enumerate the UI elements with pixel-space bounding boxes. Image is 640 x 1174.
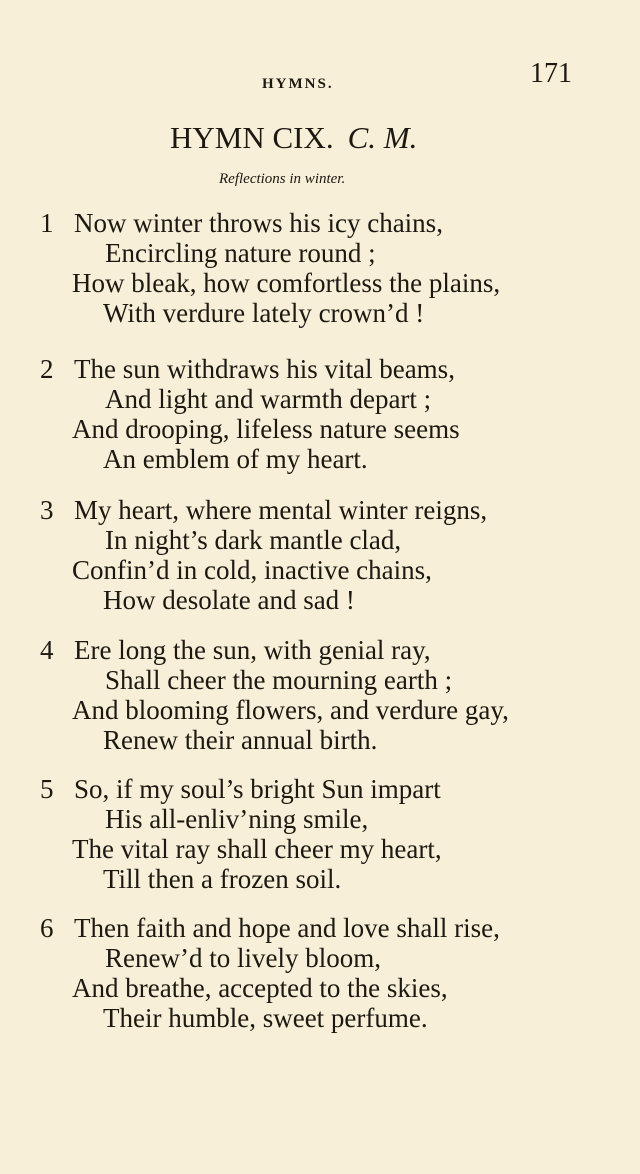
hymn-subtitle: Reflections in winter. xyxy=(219,171,346,187)
stanza-number: 5 xyxy=(40,774,54,804)
verse-line: In night’s dark mantle clad, xyxy=(105,525,402,555)
verse-line: The vital ray shall cheer my heart, xyxy=(72,834,442,864)
running-head: HYMNS. xyxy=(262,76,334,92)
verse-line: Confin’d in cold, inactive chains, xyxy=(72,555,432,585)
verse-line: Encircling nature round ; xyxy=(105,238,376,268)
hymn-number: HYMN CIX. xyxy=(170,120,334,155)
verse-line: Shall cheer the mourning earth ; xyxy=(105,665,453,695)
stanza-number: 6 xyxy=(40,913,54,943)
stanza-number: 1 xyxy=(40,208,54,238)
verse-line: And breathe, accepted to the skies, xyxy=(72,973,448,1003)
verse-line: The sun withdraws his vital beams, xyxy=(74,354,455,384)
verse-line: Then faith and hope and love shall rise, xyxy=(74,913,500,943)
verse-line: And blooming flowers, and verdure gay, xyxy=(72,695,509,725)
stanza-number: 3 xyxy=(40,495,54,525)
verse-line: My heart, where mental winter reigns, xyxy=(74,495,488,525)
hymn-meter: C. M. xyxy=(347,120,418,155)
hymn-title xyxy=(170,120,417,156)
verse-line: Till then a frozen soil. xyxy=(103,864,342,894)
verse-line: And light and warmth depart ; xyxy=(105,384,432,414)
page-number: 171 xyxy=(530,58,572,89)
verse-line: How desolate and sad ! xyxy=(103,585,355,615)
verse-line: How bleak, how comfortless the plains, xyxy=(72,268,501,298)
verse-line: And drooping, lifeless nature seems xyxy=(72,414,460,444)
verse-line: Now winter throws his icy chains, xyxy=(74,208,443,238)
verse-line: With verdure lately crown’d ! xyxy=(103,298,425,328)
verse-line: So, if my soul’s bright Sun impart xyxy=(74,774,441,804)
verse-line: His all-enliv’ning smile, xyxy=(105,804,369,834)
verse-line: An emblem of my heart. xyxy=(103,444,368,474)
verse-line: Their humble, sweet perfume. xyxy=(103,1003,428,1033)
stanza-number: 4 xyxy=(40,635,54,665)
verse-line: Renew’d to lively bloom, xyxy=(105,943,381,973)
stanza-number: 2 xyxy=(40,354,54,384)
verse-line: Renew their annual birth. xyxy=(103,725,378,755)
verse-line: Ere long the sun, with genial ray, xyxy=(74,635,431,665)
